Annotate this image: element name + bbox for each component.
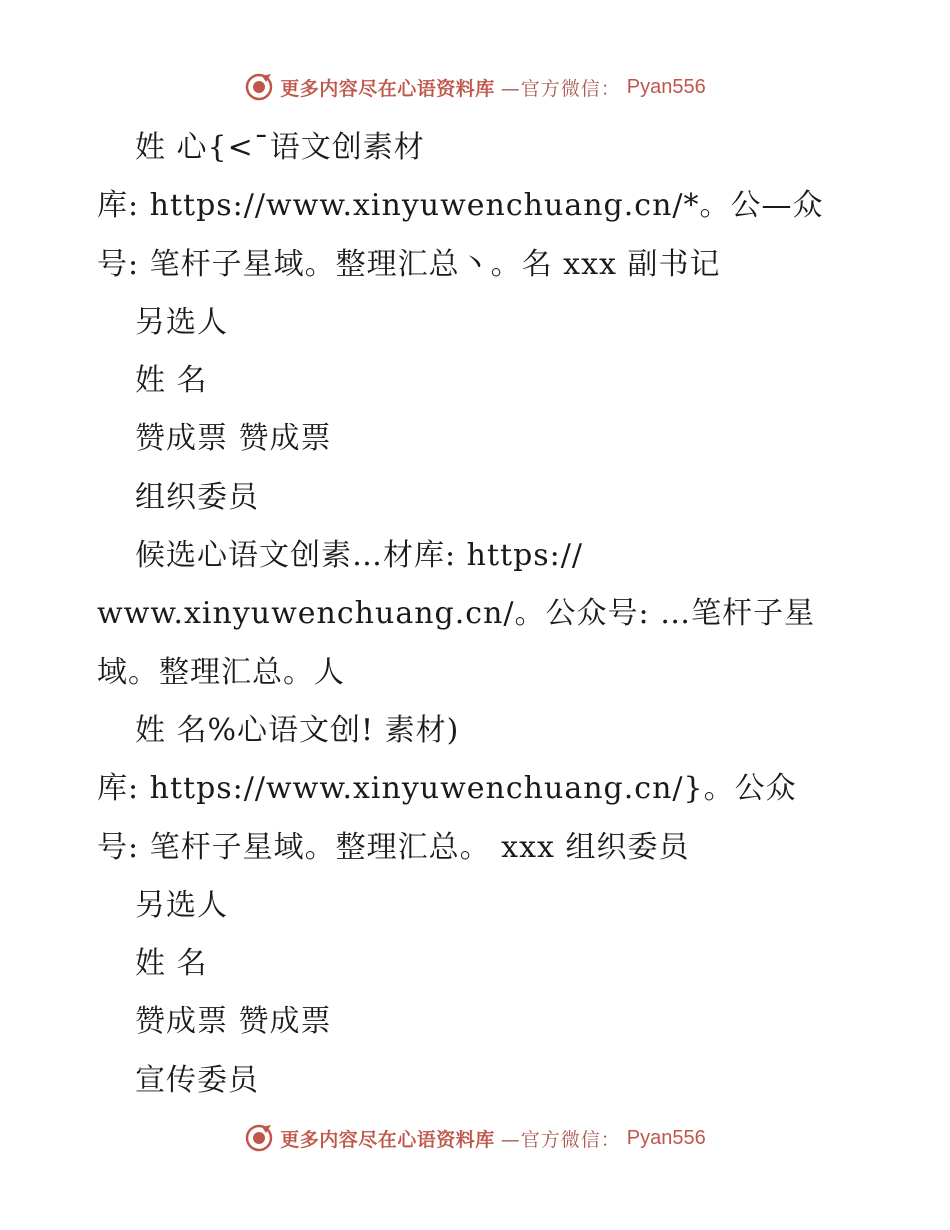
- banner-main-text: 更多内容尽在心语资料库: [280, 1128, 495, 1151]
- text-line: 姓 名%心语文创! 素材): [135, 712, 460, 748]
- text-line: 候选心语文创素…材库: https://: [135, 538, 583, 574]
- banner-sub-text: —官方微信：: [500, 77, 621, 100]
- text-line: 库: https://www.xinyuwenchuang.cn/}。公众: [97, 771, 797, 807]
- text-line: 域。整理汇总。人: [97, 654, 345, 690]
- brand-logo-icon: [244, 72, 274, 102]
- document-body: [97, 119, 857, 1110]
- banner-main-text: 更多内容尽在心语资料库: [280, 77, 495, 100]
- banner-wechat-id: Pyan556: [626, 75, 706, 98]
- text-line: 宣传委员: [135, 1062, 259, 1098]
- text-line: 姓 心{<¯语文创素材: [135, 130, 425, 165]
- text-line: www.xinyuwenchuang.cn/。公众号: …笔杆子星: [97, 596, 816, 632]
- brand-logo-icon: [244, 1123, 274, 1153]
- text-line: 组织委员: [135, 479, 259, 515]
- text-line: 号: 笔杆子星域。整理汇总。 xxx 组织委员: [97, 829, 690, 865]
- text-line: 姓 名: [135, 363, 208, 399]
- text-line: 库: https://www.xinyuwenchuang.cn/*。公—众: [97, 188, 824, 224]
- footer-watermark-banner: [0, 1123, 950, 1153]
- text-line: 赞成票 赞成票: [135, 1004, 332, 1040]
- banner-wechat-id: Pyan556: [626, 1126, 706, 1149]
- banner-sub-text: —官方微信：: [500, 1128, 621, 1151]
- text-line: 赞成票 赞成票: [135, 421, 332, 457]
- text-line: 另选人: [135, 887, 228, 923]
- text-line: 号: 笔杆子星域。整理汇总丶。名 xxx 副书记: [97, 246, 721, 282]
- text-line: 另选人: [135, 304, 228, 340]
- text-line: 姓 名: [135, 946, 208, 982]
- header-watermark-banner: [0, 72, 950, 102]
